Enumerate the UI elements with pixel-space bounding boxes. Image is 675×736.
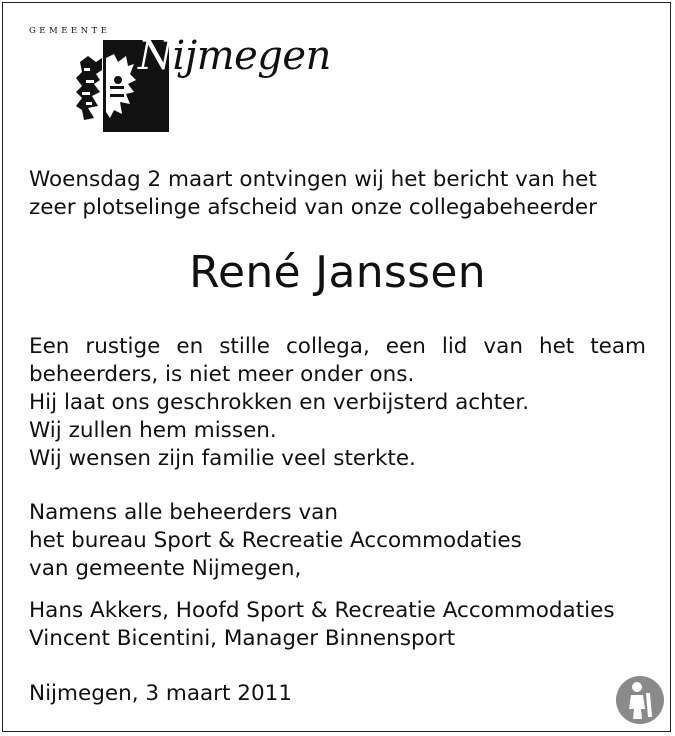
signatory-2: Vincent Bicentini, Manager Binnensport [29, 626, 456, 651]
signatory-1: Hans Akkers, Hoofd Sport & Recreatie Accommodaties [29, 598, 615, 623]
logo-city-name [138, 33, 331, 79]
message-line-4: Wij zullen hem missen. [29, 418, 277, 443]
on-behalf-line-1: Namens alle beheerders van [29, 500, 338, 525]
intro-line-1: Woensdag 2 maart ontvingen wij het bericht van het [29, 167, 597, 192]
message-line-3: Hij laat ons geschrokken en verbijsterd achter. [29, 390, 530, 415]
intro-line-2: zeer plotselinge afscheid van onze collegabeheerder [29, 195, 597, 220]
on-behalf-line-2: het bureau Sport & Recreatie Accommodaties [29, 528, 522, 553]
message-line-1: Een rustige en stille collega, een lid van het team [29, 334, 646, 359]
logo-city-rest: ijmegen [172, 33, 331, 79]
deceased-name: René Janssen [189, 247, 486, 298]
message-line-2: beheerders, is niet meer onder ons. [29, 362, 415, 387]
place-date: Nijmegen, 3 maart 2011 [29, 681, 292, 706]
memorial-symbol-icon [615, 675, 665, 725]
message-line-5: Wij wensen zijn familie veel sterkte. [29, 446, 416, 471]
logo-gemeente-label: GEMEENTE [29, 26, 111, 36]
logo-city-initial: N [138, 33, 173, 79]
on-behalf-line-3: van gemeente Nijmegen, [29, 556, 302, 581]
